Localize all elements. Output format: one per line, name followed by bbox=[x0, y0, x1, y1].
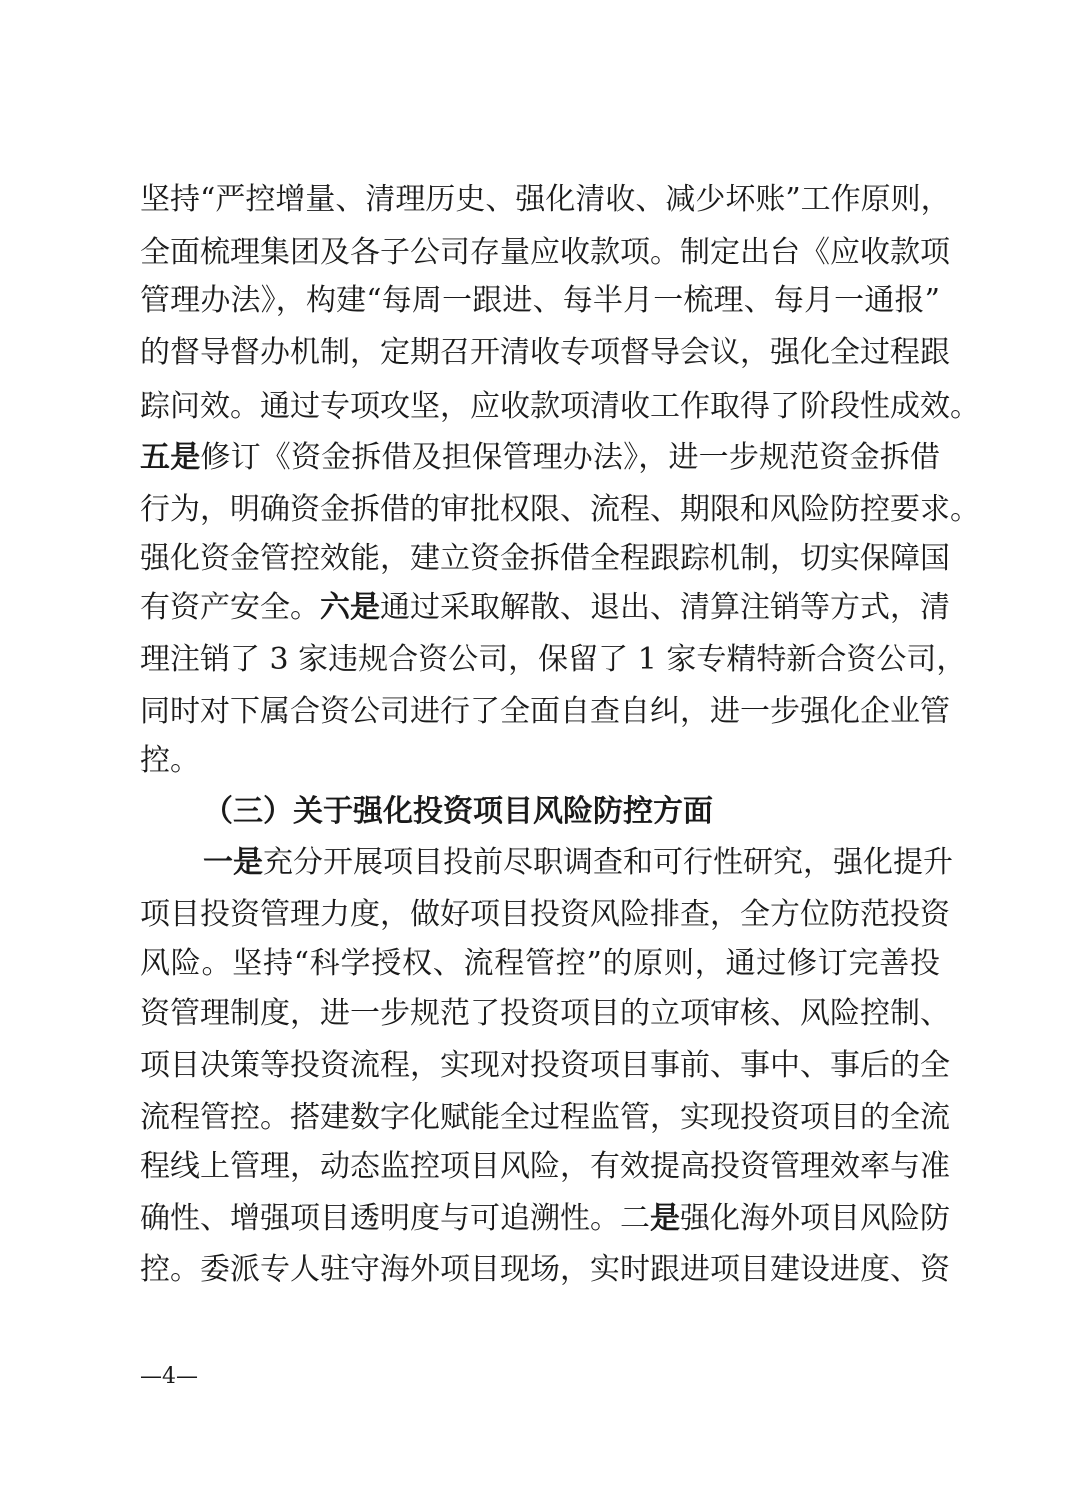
body-line bbox=[140, 581, 950, 635]
body-line: 程线上管理，动态监控项目风险，有效提高投资管理效率与准 bbox=[140, 1149, 950, 1184]
page-number: —4— bbox=[140, 1364, 198, 1389]
body-line: 控。委派专人驻守海外项目现场，实时跟进项目建设进度、资 bbox=[140, 1252, 950, 1287]
body-line bbox=[140, 1192, 950, 1246]
body-text: 修订《资金拆借及担保管理办法》，进一步规范资金拆借 bbox=[200, 440, 941, 475]
body-line: 流程管控。搭建数字化赋能全过程监管，实现投资项目的全流 bbox=[140, 1100, 950, 1135]
bold-marker: 五是 bbox=[140, 440, 201, 475]
body-line: 风险。坚持“科学授权、流程管控”的原则，通过修订完善投 bbox=[140, 946, 940, 981]
body-line: 管理办法》，构建“每周一跟进、每半月一梳理、每月一通报” bbox=[140, 283, 940, 318]
body-text: 确性、增强项目透明度与可追溯性。二 bbox=[140, 1201, 650, 1236]
body-text: 强化海外项目风险防 bbox=[680, 1201, 950, 1236]
body-line: 项目决策等投资流程，实现对投资项目事前、事中、事后的全 bbox=[140, 1048, 950, 1083]
body-line: 资管理制度，进一步规范了投资项目的立项审核、风险控制、 bbox=[140, 996, 950, 1031]
bold-marker: 六是 bbox=[320, 590, 380, 625]
body-text: 通过采取解散、退出、清算注销等方式，清 bbox=[380, 590, 950, 625]
body-text: 有资产安全。 bbox=[140, 590, 320, 625]
body-line: 坚持“严控增量、清理历史、强化清收、减少坏账”工作原则， bbox=[140, 182, 951, 217]
body-line: 同时对下属合资公司进行了全面自查自纠，进一步强化企业管 bbox=[140, 694, 950, 729]
bold-marker: 一是 bbox=[203, 845, 263, 880]
body-line: 全面梳理集团及各子公司存量应收款项。制定出台《应收款项 bbox=[140, 235, 950, 270]
body-line: 理注销了 3 家违规合资公司，保留了 1 家专精特新合资公司， bbox=[140, 642, 967, 677]
body-line: 踪问效。通过专项攻坚，应收款项清收工作取得了阶段性成效。 bbox=[140, 389, 980, 424]
body-text: 充分开展项目投前尽职调查和可行性研究，强化提升 bbox=[263, 845, 953, 880]
body-line: 项目投资管理力度，做好项目投资风险排查，全方位防范投资 bbox=[140, 897, 950, 932]
section-heading: （三）关于强化投资项目风险防控方面 bbox=[203, 794, 713, 829]
bold-marker: 是 bbox=[650, 1201, 680, 1236]
body-line bbox=[203, 836, 953, 890]
body-line: 的督导督办机制，定期召开清收专项督导会议，强化全过程跟 bbox=[140, 335, 950, 370]
body-line: 强化资金管控效能，建立资金拆借全程跟踪机制，切实保障国 bbox=[140, 541, 950, 576]
body-line bbox=[140, 431, 940, 485]
body-line: 行为，明确资金拆借的审批权限、流程、期限和风险防控要求。 bbox=[140, 492, 980, 527]
body-line: 控。 bbox=[140, 743, 200, 778]
